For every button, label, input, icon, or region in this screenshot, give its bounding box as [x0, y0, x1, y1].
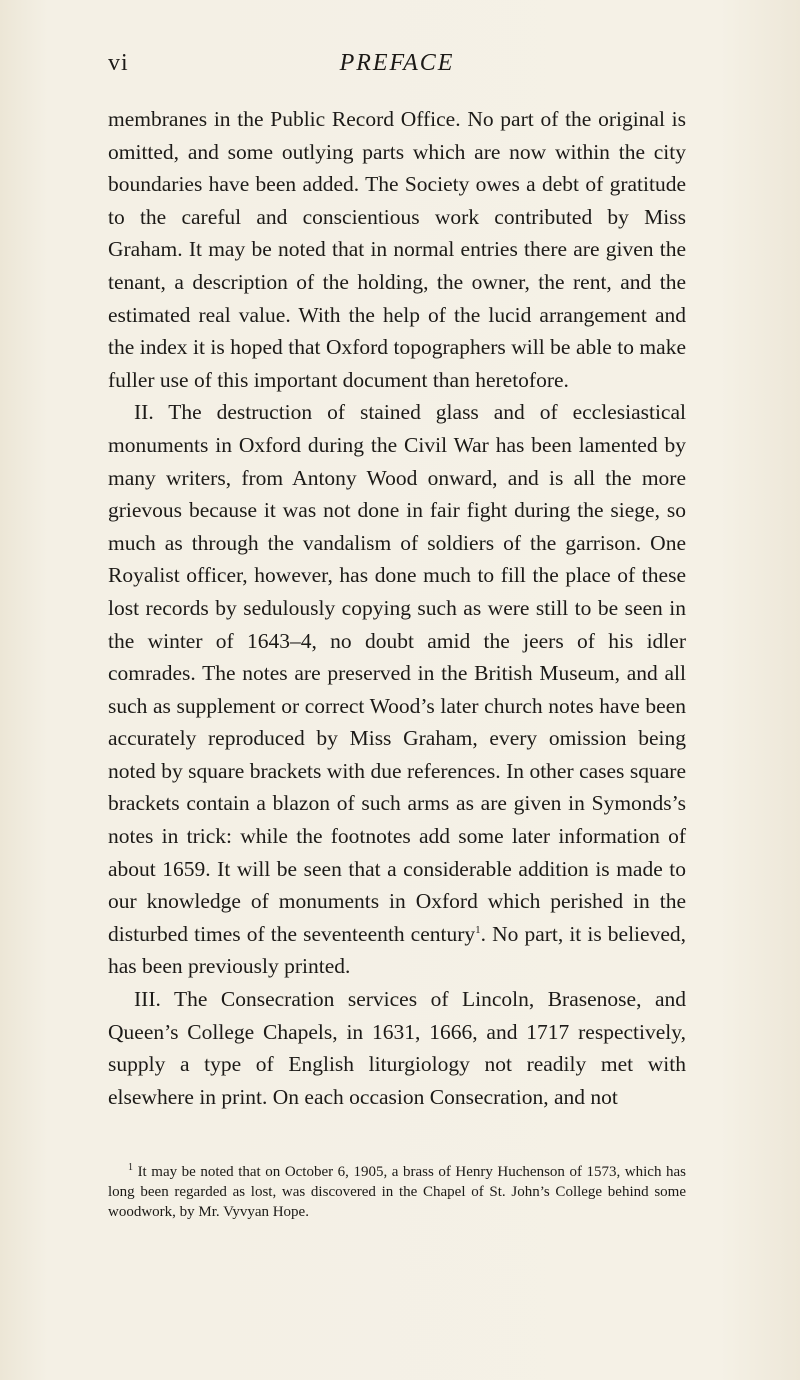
paragraph-section-iii: III. The Consecration services of Lincoln, Brasenose, and Queen’s College Chapels, in 1631, 1666, and 1717 respectively, supply a type of English liturgiology not readily met with elsewhere in print. On each occasion Consecration, and not — [108, 987, 686, 1109]
running-title: PREFACE — [339, 50, 455, 76]
body-text — [108, 103, 686, 1113]
footnote-mark: 1 — [128, 1162, 133, 1173]
paragraph-text: . No part, it is believed, has been previously printed. — [108, 921, 686, 979]
footnote-text: It may be noted that on October 6, 1905, a brass of Henry Huchenson of 1573, which has long been regarded as lost, was discovered in the Chapel of St. John’s College behind some woodwork, by Mr. Vyvyan Hope. — [108, 1164, 687, 1220]
running-head — [108, 50, 686, 80]
paragraph-text: II. The destruction of stained glass and of ecclesiastical monuments in Oxford during the Civil War has been lamented by many writers, from Antony Wood onward, and is all the more grievous because it was not done in fair fight during the siege, so much as through the vandalism of soldiers of the garrison. One Royalist officer, however, has done much to fill the place of these lost records by sedulously copying such as were still to be seen in the winter of 1643–4, no doubt amid the jeers of his idler comrades. The notes are preserved in the British Museum, and all such as supplement or correct Wood’s later church notes have been accurately reproduced by Miss Graham, every omission being noted by square brackets with due references. In other cases square brackets contain a blazon of such arms as are given in Symonds’s notes in trick: while the footnotes add some later information of about 1659. It will be seen that a considerable addition is made to our knowledge of monuments in Oxford which perished in the disturbed times of the seventeenth century — [108, 400, 686, 946]
paragraph-section-ii — [108, 396, 686, 983]
footnote-reference[interactable]: 1 — [475, 923, 481, 936]
paragraph-continuation: membranes in the Public Record Office. No part of the original is omitted, and some outlying parts which are now within the city boundaries have been added. The Society owes a debt of gratitude to the careful and conscientious work contributed by Miss Graham. It may be noted that in normal entries there are given the tenant, a description of the holding, the owner, the rent, and the estimated real value. With the help of the lucid arrangement and the index it is hoped that Oxford topographers will be able to make fuller use of this important document than heretofore. — [108, 107, 686, 392]
page-number: vi — [108, 50, 129, 76]
footnote — [108, 1162, 686, 1222]
